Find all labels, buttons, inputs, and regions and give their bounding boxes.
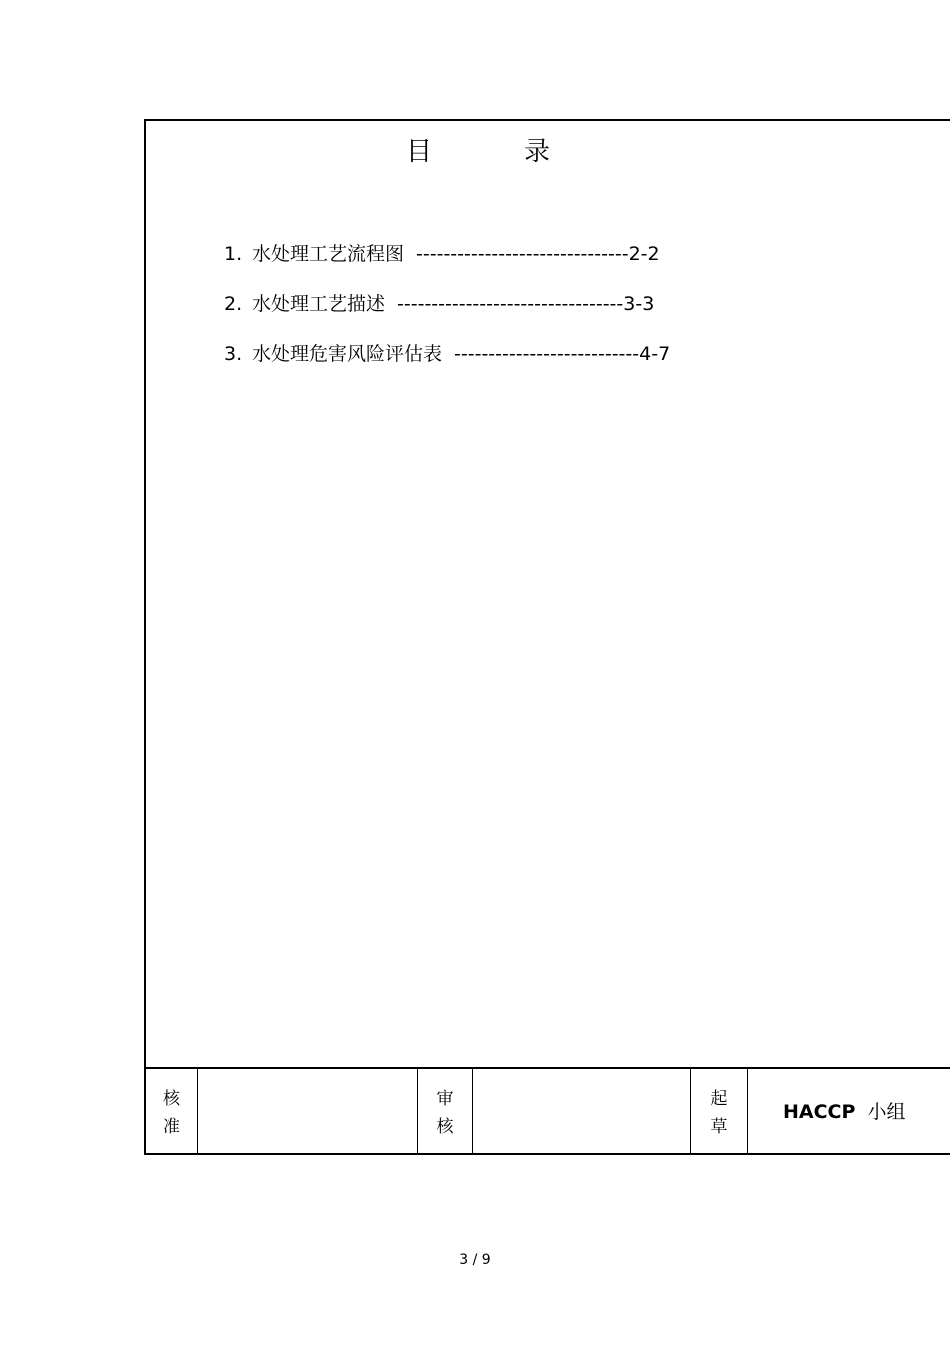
toc-item-number: 1. — [224, 243, 243, 265]
title-char-1: 目 — [405, 137, 432, 167]
toc-item-pages: 4-7 — [639, 343, 671, 365]
page-title — [146, 131, 810, 168]
toc-item-label: 水处理工艺流程图 — [252, 243, 405, 265]
review-field[interactable] — [473, 1069, 691, 1155]
toc-item-leader: --------------------------- — [454, 343, 640, 365]
toc-item-leader: --------------------------------- — [397, 293, 624, 315]
approve-label-top: 核 — [163, 1089, 180, 1109]
signoff-row — [146, 1067, 950, 1155]
draft-field[interactable] — [748, 1069, 950, 1155]
draft-value-rest: 小组 — [867, 1101, 906, 1123]
toc-item-label: 水处理工艺描述 — [252, 293, 386, 315]
title-char-2: 录 — [524, 137, 551, 167]
toc-item-pages: 2-2 — [628, 243, 660, 265]
approve-label-bottom: 准 — [163, 1117, 180, 1137]
draft-label — [691, 1069, 748, 1155]
toc-item-1[interactable] — [224, 229, 670, 279]
approve-label — [146, 1069, 198, 1155]
toc-item-pages: 3-3 — [623, 293, 655, 315]
table-of-contents — [224, 229, 670, 379]
toc-item-leader: ------------------------------- — [416, 243, 629, 265]
toc-item-2[interactable] — [224, 279, 670, 329]
draft-label-top: 起 — [710, 1089, 728, 1109]
review-label-top: 审 — [436, 1089, 454, 1109]
toc-item-number: 2. — [224, 293, 243, 315]
page-number: 3 / 9 — [459, 1252, 491, 1268]
draft-label-bottom: 草 — [710, 1117, 728, 1137]
toc-item-label: 水处理危害风险评估表 — [252, 343, 443, 365]
toc-item-3[interactable] — [224, 329, 670, 379]
approve-field[interactable] — [198, 1069, 418, 1155]
toc-item-number: 3. — [224, 343, 243, 365]
document-frame — [144, 119, 950, 1155]
review-label — [418, 1069, 473, 1155]
draft-value-bold: HACCP — [783, 1101, 856, 1123]
review-label-bottom: 核 — [436, 1117, 454, 1137]
